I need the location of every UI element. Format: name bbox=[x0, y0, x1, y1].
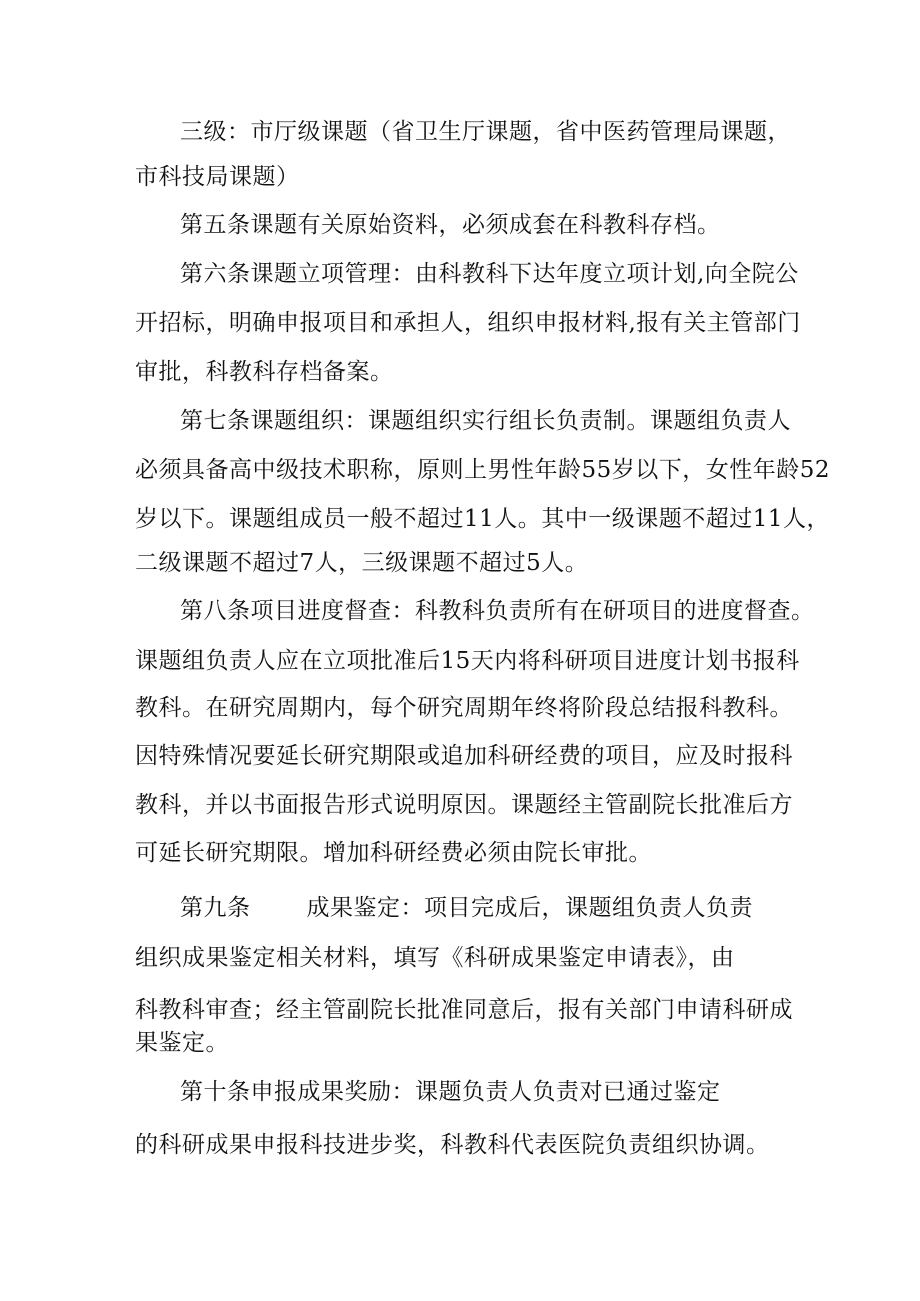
text-line: 果鉴定。 bbox=[135, 1030, 229, 1056]
text-line: 课题组负责人应在立项批准后15天内将科研项目进度计划书报科 bbox=[135, 648, 800, 674]
text-line: 三级：市厅级课题（省卫生厅课题，省中医药管理局课题， bbox=[180, 119, 791, 145]
text-line: 第八条项目进度督查：科教科负责所有在研项目的进度督查。 bbox=[180, 598, 815, 624]
text-line: 二级课题不超过7人，三级课题不超过5人。 bbox=[135, 550, 589, 576]
text-line: 的科研成果申报科技进步奖，科教科代表医院负责组织协调。 bbox=[135, 1132, 770, 1158]
article-body: 成果鉴定：项目完成后，课题组负责人负责 bbox=[306, 895, 753, 921]
text-line: 第五条课题有关原始资料，必须成套在科教科存档。 bbox=[180, 212, 721, 238]
text-line: 教科。在研究周期内，每个研究周期年终将阶段总结报科教科。 bbox=[135, 695, 793, 721]
text-line: 审批，科教科存档备案。 bbox=[135, 359, 394, 385]
text-line: 第六条课题立项管理：由科教科下达年度立项计划,向全院公 bbox=[180, 261, 799, 287]
text-line bbox=[180, 893, 753, 923]
text-line: 可延长研究期限。增加科研经费必须由院长审批。 bbox=[135, 840, 652, 866]
text-line: 开招标，明确申报项目和承担人，组织申报材料,报有关主管部门 bbox=[135, 310, 801, 336]
text-line: 因特殊情况要延长研究期限或追加科研经费的项目，应及时报科 bbox=[135, 743, 793, 769]
article-number: 第九条 bbox=[180, 895, 251, 921]
text-line: 必须具备高中级技术职称，原则上男性年龄55岁以下，女性年龄52 bbox=[135, 457, 831, 483]
text-line: 市科技局课题） bbox=[135, 164, 300, 190]
text-line: 第十条申报成果奖励：课题负责人负责对已通过鉴定 bbox=[180, 1079, 721, 1105]
text-line: 组织成果鉴定相关材料，填写《科研成果鉴定申请表》，由 bbox=[135, 945, 735, 971]
text-line: 科教科审查；经主管副院长批准同意后，报有关部门申请科研成 bbox=[135, 997, 793, 1023]
text-line: 教科，并以书面报告形式说明原因。课题经主管副院长批准后方 bbox=[135, 792, 793, 818]
text-line: 第七条课题组织：课题组织实行组长负责制。课题组负责人 bbox=[180, 408, 791, 434]
text-line: 岁以下。课题组成员一般不超过11人。其中一级课题不超过11人， bbox=[135, 506, 831, 532]
